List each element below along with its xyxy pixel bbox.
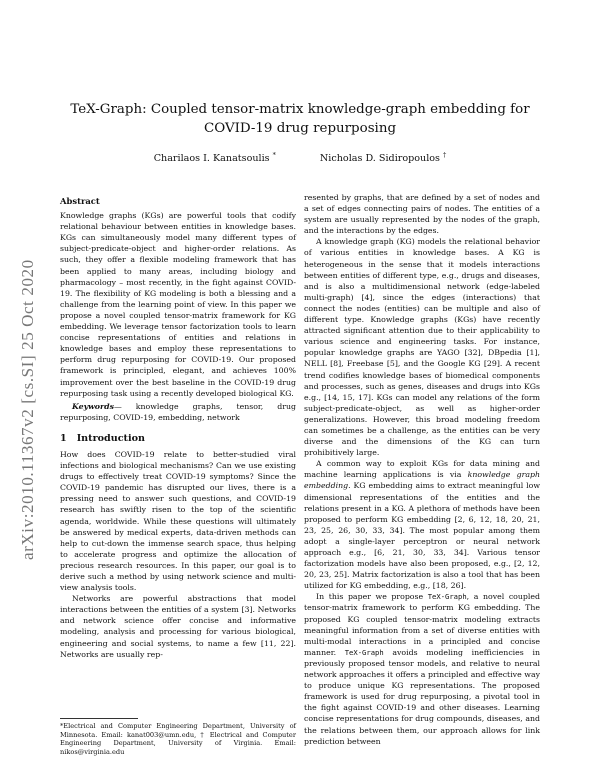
author-name: Nicholas D. Sidiropoulos — [319, 153, 440, 165]
author-list — [58, 151, 542, 164]
footnote-affiliations: *Electrical and Computer Engineering Department, University of Minnesota. Email: kanat003@umn.edu, † Electrical and Computer Engineering Department, University of Virginia. Email: nikos@virginia.edu — [60, 722, 296, 756]
text-run: In this paper we propose — [316, 592, 428, 602]
author — [320, 151, 446, 164]
footnotes — [60, 718, 296, 756]
intro-paragraph-1: How does COVID-19 relate to better-studied viral infections and biological mechanisms? Can we use existing drugs to effectively treat COVID-19 symptoms? Since the COVID-19 pandemic has disrupted our lives, there is a pressing need to answer such questions, and COVID-19 research has swiftly risen to the top of the scientific agenda, worldwide. While these questions will ultimately be answered by medical experts, data-driven methods can help to cut-down the immense search space, thus helping to accelerate progress and optimize the allocation of precious research resources. In this paper, our goal is to derive such a method by using network science and multi-view analysis tools. — [60, 449, 296, 593]
method-name: TeX-Graph — [427, 592, 467, 602]
left-column — [60, 196, 296, 660]
emphasis-text: knowledge graph embedding — [304, 470, 540, 491]
footnote-rule — [60, 718, 138, 719]
arxiv-stamp: arXiv:2010.11367v2 [cs.SI] 25 Oct 2020 — [18, 259, 37, 560]
text-run: , a novel coupled tensor-matrix framework to perform KG embedding. The proposed KG coupled tensor-matrix modeling extracts meaningful information from a set of diverse entities with multi-modal interactions in a principled and concise manner. — [304, 592, 540, 657]
abstract-heading: Abstract — [60, 196, 100, 206]
author-mark: * — [272, 151, 276, 159]
author-name: Charilaos I. Kanatsoulis — [153, 153, 270, 165]
author-mark: † — [443, 151, 447, 159]
keywords — [60, 401, 296, 423]
right-paragraph-4 — [304, 591, 540, 746]
abstract-text: Knowledge graphs (KGs) are powerful tools that codify relational behaviour between entities in knowledge bases. KGs can simultaneously model many different types of subject-predicate-object and higher-order relations. As such, they offer a flexible modeling framework that has been applied to many areas, including biology and pharmacology – most recently, in the fight against COVID-19. The flexibility of KG modeling is both a blessing and a challenge from the learning point of view. In this paper we propose a novel coupled tensor-matrix framework for KG embedding. We leverage tensor factorization tools to learn concise representations of entities and relations in knowledge bases and employ these representations to perform drug repurposing for COVID-19. Our proposed framework is principled, elegant, and achieves 100% improvement over the best baseline in the COVID-19 drug repurposing task using a recently developed biological KG. — [60, 211, 296, 398]
method-name: TeX-Graph — [344, 647, 384, 657]
author — [154, 151, 276, 164]
text-run: A common way to exploit KGs for data mining and machine learning applications is via — [304, 459, 540, 480]
right-column — [304, 192, 540, 747]
section-heading — [60, 433, 296, 444]
right-paragraph-2: A knowledge graph (KG) models the relational behavior of various entities in knowledge bases. A KG is heterogeneous in the sense that it models interactions between entities of different type, e.g., drugs and diseases, and is also a multidimensional network (edge-labeled multi-graph) [4], since the edges (interactions) that connect the nodes (entities) can be multiple and also of different type. Knowledge graphs (KGs) have recently attracted significant attention due to their applicability to various science and engineering tasks. For instance, popular knowledge graphs are YAGO [32], DBpedia [1], NELL [8], Freebase [5], and the Google KG [29]. A recent trend codifies knowledge bases of biomedical components and processes, such as genes, diseases and drugs into KGs e.g., [14, 15, 17]. KGs can model any relations of the form subject-predicate-object, as well as higher-order generalizations. However, this broad modeling freedom can sometimes be a challenge, as the entities can be very diverse and the dimensions of the KG can turn prohibitively large. — [304, 237, 540, 458]
intro-paragraph-2: Networks are powerful abstractions that model interactions between the entities of a system [3]. Networks and network science offer concise and informative modeling, analysis and processing for various biological, engineering and social systems, to name a few [11, 22]. Networks are usually rep- — [60, 594, 296, 659]
section-number: 1 — [60, 432, 67, 444]
keywords-label: Keywords — [72, 401, 114, 411]
paper-title: TeX-Graph: Coupled tensor-matrix knowledge-graph embedding for COVID-19 drug repurposing — [70, 102, 530, 136]
text-run: . KG embedding aims to extract meaningful low dimensional representations of the entities and the relations present in a KG. A plethora of methods have been proposed to perform KG embedding [2, 6, 12, 18, 20, 21, 23, 25, 26, 30, 33, 34]. The most popular among them adopt a single-layer perceptron or neural network approach e.g., [6, 21, 30, 33, 34]. Various tensor factorization models have also been proposed, e.g., [2, 12, 20, 23, 25]. Matrix factorization is also a tool that has been utilized for KG embedding, e.g., [18, 26]. — [304, 481, 540, 591]
section-title: Introduction — [76, 432, 146, 444]
text-run: avoids modeling inefficiencies in previously proposed tensor models, and relative to neural network approaches it offers a principled and effective way to produce unique KG representations. The proposed framework is used for drug repurposing, a pivotal tool in the fight against COVID-19 and other diseases. Learning concise representations for drug compounds, diseases, and the relations between them, our approach allows for link prediction between — [304, 647, 540, 746]
right-paragraph-3 — [304, 458, 540, 591]
keywords-text: — knowledge graphs, tensor, drug repurposing, COVID-19, embedding, network — [60, 401, 296, 422]
right-paragraph-1: resented by graphs, that are defined by a set of nodes and a set of edges connecting pairs of nodes. The entities of a system are usually represented by the nodes of the graph, and the interactions by the edges. — [304, 193, 540, 236]
